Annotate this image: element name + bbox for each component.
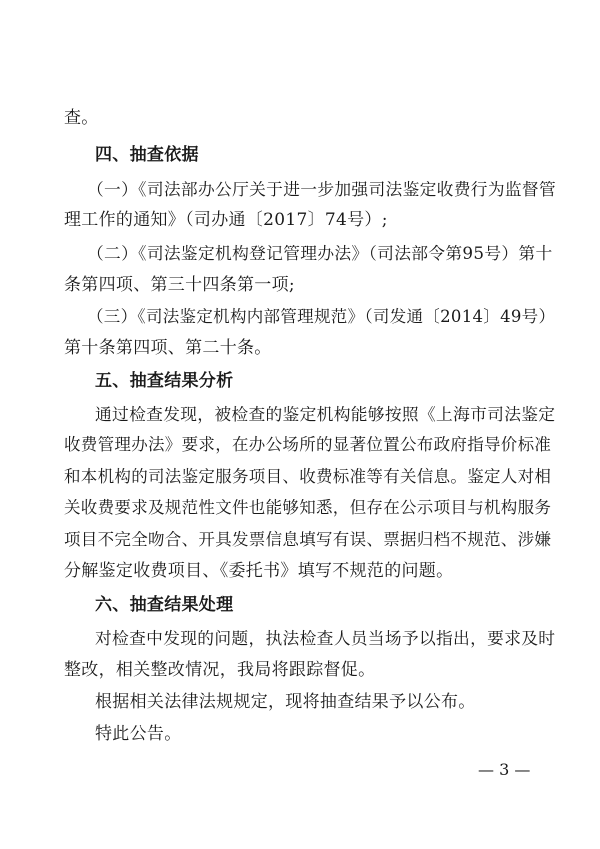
text-line-13: 关收费要求及规范性文件也能够知悉，但存在公示项目与机构服务 [64,498,552,517]
text-line-11: 收费管理办法》要求，在办公场所的显著位置公布政府指导价标准 [64,435,552,454]
text-line-7: （三）《司法鉴定机构内部管理规范》（司发通〔2014〕49号） [87,307,556,326]
section-heading-basis: 四、抽查依据 [95,145,199,165]
text-line-18: 整改，相关整改情况，我局将跟踪督促。 [64,660,376,680]
text-line-20: 特此公告。 [95,724,182,744]
text-line-5: （二）《司法鉴定机构登记管理办法》（司法部令第95号）第十 [87,243,553,263]
page-number: — 3 — [478,760,531,779]
text-line-4: 理工作的通知》（司办通〔2017〕74号）; [64,210,388,230]
text-line-3: （一）《司法部办公厅关于进一步加强司法鉴定收费行为监督管 [87,179,557,199]
section-heading-analysis: 五、抽查结果分析 [95,371,234,391]
text-line-17: 对检查中发现的问题，执法检查人员当场予以指出，要求及时 [95,628,556,648]
text-line-1: 查。 [64,108,99,128]
text-line-15: 分解鉴定收费项目、《委托书》填写不规范的问题。 [64,561,454,581]
text-line-14: 项目不完全吻合、开具发票信息填写有误、票据归档不规范、涉嫌 [64,530,552,549]
text-line-6: 条第四项、第三十四条第一项; [64,275,295,295]
section-heading-handling: 六、抽查结果处理 [95,595,234,615]
text-line-10: 通过检查发现，被检查的鉴定机构能够按照《上海市司法鉴定 [95,404,556,424]
text-line-19: 根据相关法律法规规定，现将抽查结果予以公布。 [95,692,476,712]
text-line-12: 和本机构的司法鉴定服务项目、收费标准等有关信息。鉴定人对相 [64,467,552,486]
text-line-8: 第十条第四项、第二十条。 [64,338,272,358]
